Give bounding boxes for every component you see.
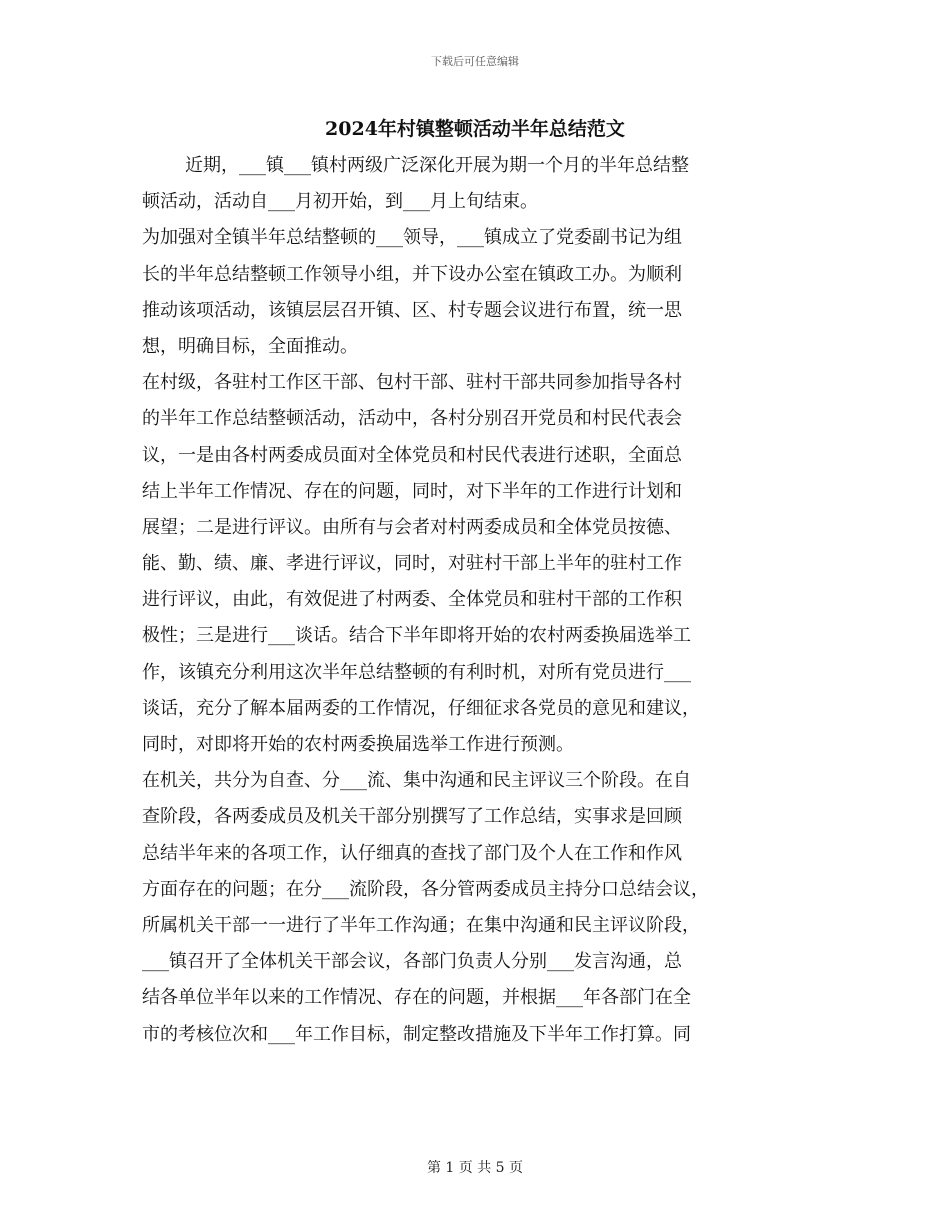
document-body [142, 148, 817, 1053]
text-line: 展望；二是进行评议。由所有与会者对村两委成员和全体党员按德、 [142, 516, 682, 538]
text-line: 总结半年来的各项工作，认仔细真的查找了部门及个人在工作和作风 [142, 842, 682, 864]
text-line: ___镇召开了全体机关干部会议，各部门负责人分别___发言沟通，总 [142, 951, 682, 973]
text-line: 想，明确目标，全面推动。 [142, 335, 358, 357]
text-line: 为加强对全镇半年总结整顿的___领导，___镇成立了党委副书记为组 [142, 227, 682, 249]
text-line: 结上半年工作情况、存在的问题，同时，对下半年的工作进行计划和 [142, 480, 682, 502]
page-header-note: 下载后可任意编辑 [431, 55, 519, 68]
text-line: 市的考核位次和___年工作目标，制定整改措施及下半年工作打算。同 [142, 1023, 691, 1045]
text-line: 近期，___镇___镇村两级广泛深化开展为期一个月的半年总结整 [185, 155, 689, 176]
text-line: 所属机关干部一一进行了半年工作沟通；在集中沟通和民主评议阶段， [142, 914, 700, 936]
text-line: 谈话，充分了解本届两委的工作情况，仔细征求各党员的意见和建议， [142, 697, 700, 719]
text-line: 查阶段，各两委成员及机关干部分别撰写了工作总结，实事求是回顾 [142, 806, 682, 828]
text-line: 方面存在的问题；在分___流阶段，各分管两委成员主持分口总结会议， [142, 878, 709, 900]
text-line: 在机关，共分为自查、分___流、集中沟通和民主评议三个阶段。在自 [142, 770, 691, 792]
text-line: 能、勤、绩、廉、孝进行评议，同时，对驻村干部上半年的驻村工作 [142, 553, 682, 575]
text-line: 极性；三是进行___谈话。结合下半年即将开始的农村两委换届选举工 [142, 625, 691, 647]
text-line: 在村级，各驻村工作区干部、包村干部、驻村干部共同参加指导各村 [142, 372, 682, 394]
text-line: 顿活动，活动自___月初开始，到___月上旬结束。 [142, 191, 538, 213]
page-number: 第 1 页 共 5 页 [426, 1160, 524, 1176]
text-line: 长的半年总结整顿工作领导小组，并下设办公室在镇政工办。为顺利 [142, 263, 682, 285]
text-line: 的半年工作总结整顿活动，活动中，各村分别召开党员和村民代表会 [142, 408, 682, 430]
text-line: 结各单位半年以来的工作情况、存在的问题，并根据___年各部门在全 [142, 987, 691, 1009]
document-title: 2024年村镇整顿活动半年总结范文 [325, 118, 625, 140]
text-line: 推动该项活动，该镇层层召开镇、区、村专题会议进行布置，统一思 [142, 299, 682, 321]
text-line: 进行评议，由此，有效促进了村两委、全体党员和驻村干部的工作积 [142, 589, 682, 611]
text-line: 议，一是由各村两委成员面对全体党员和村民代表进行述职，全面总 [142, 444, 682, 466]
text-line: 同时，对即将开始的农村两委换届选举工作进行预测。 [142, 734, 574, 755]
text-line: 作，该镇充分利用这次半年总结整顿的有利时机，对所有党员进行___ [142, 661, 691, 683]
